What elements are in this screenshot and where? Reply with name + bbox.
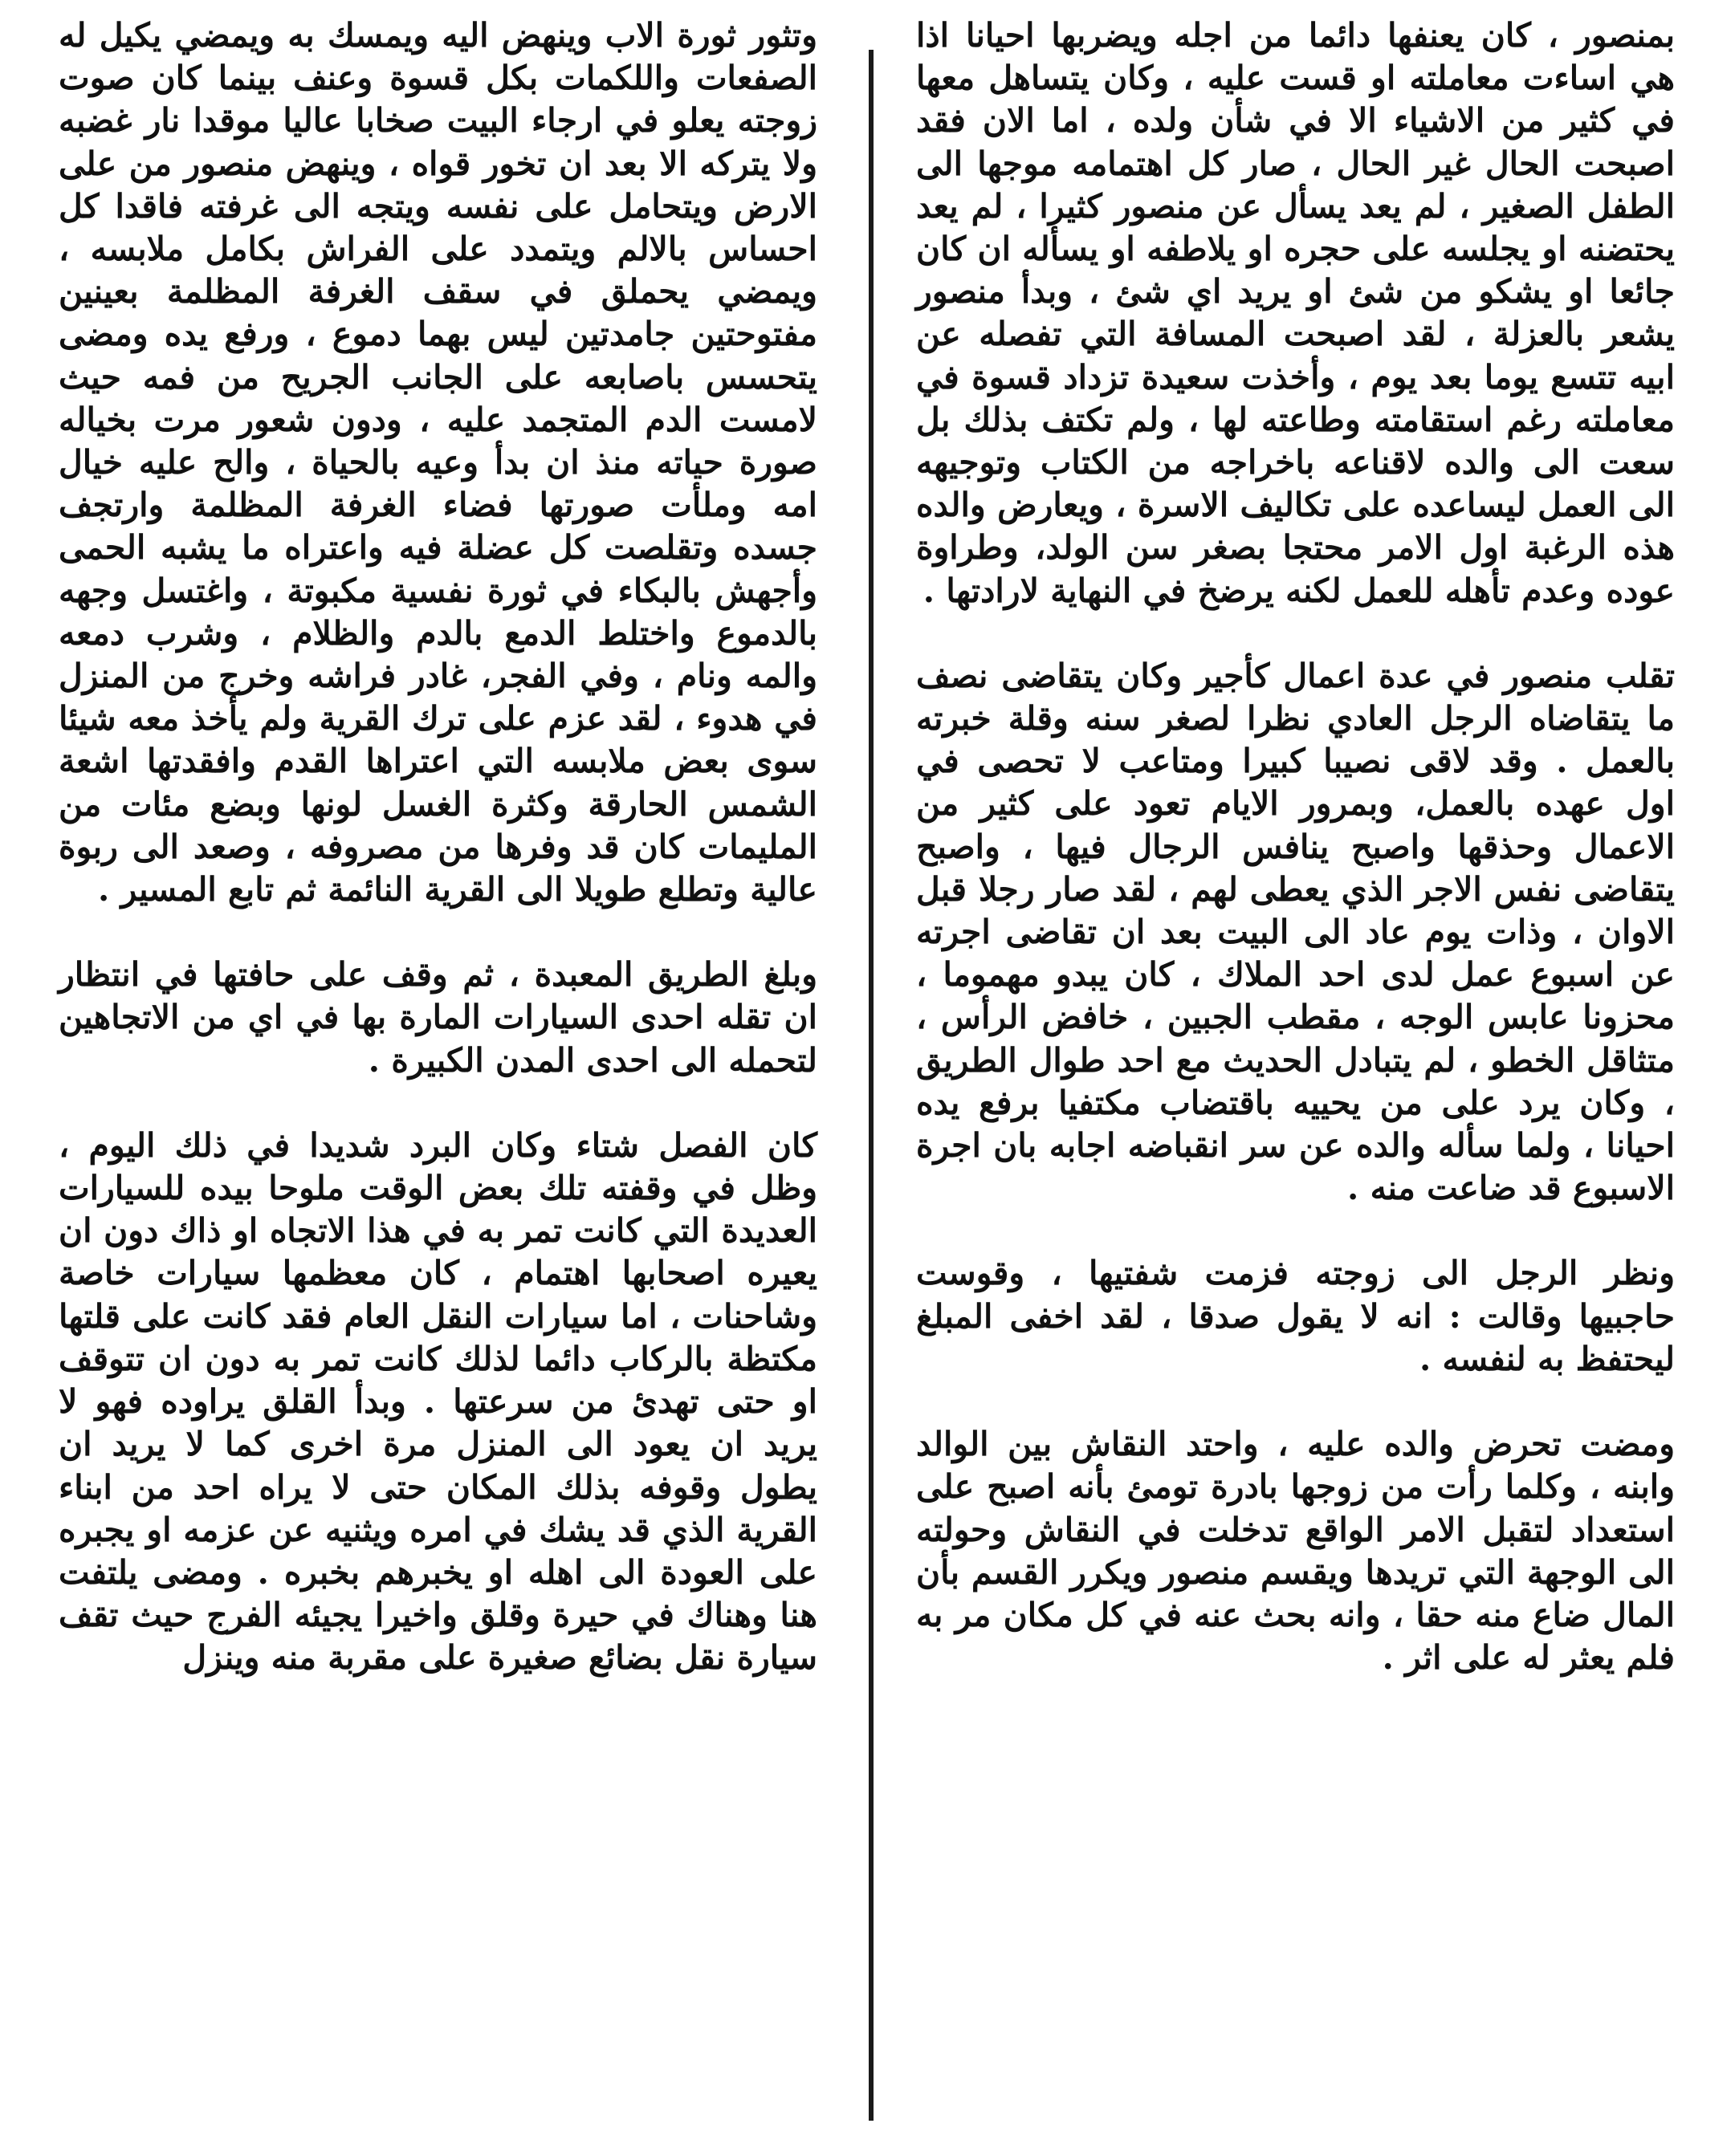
paragraph: ونظر الرجل الى زوجته فزمت شفتيها ، وقوست حاجبيها وقالت : انه لا يقول صدقا ، لقد اخفى المبلغ ليحتفظ به لنفسه . — [916, 1254, 1675, 1378]
text-column-left — [59, 14, 817, 2140]
paragraph: تقلب منصور في عدة اعمال كأجير وكان يتقاضى نصف ما يتقاضاه الرجل العادي نظرا لصغر سنه وقلة خبرته بالعمل . وقد لاقى نصيبا كبيرا ومتاعب لا تحصى في اول عهده بالعمل، وبمرور الايام تعود على كثير من الاعمال وحذقها واصبح ينافس الرجال فيها ، واصبح يتقاضى نفس الاجر الذي يعطى لهم ، لقد صار رجلا قبل الاوان ، وذات يوم عاد الى البيت بعد ان تقاضى اجرته عن اسبوع عمل لدى احد الملاك ، كان يبدو مهموما ، محزونا عابس الوجه ، مقطب الجبين ، خافض الرأس ، متثاقل الخطو ، لم يتبادل الحديث مع احد طوال الطريق ، وكان يرد على من يحييه باقتضاب مكتفيا برفع يده احيانا ، ولما سأله والده عن سر انقباضه اجابه بان اجرة الاسبوع قد ضاعت منه . — [916, 656, 1675, 1208]
paragraph: وبلغ الطريق المعبدة ، ثم وقف على حافتها في انتظار ان تقله احدى السيارات المارة بها في اي من الاتجاهين لتحمله الى احدى المدن الكبيرة . — [59, 955, 817, 1080]
paragraph: ومضت تحرض والده عليه ، واحتد النقاش بين الوالد وابنه ، وكلما رأت من زوجها بادرة تومئ بأنه اصبح على استعداد لتقبل الامر الواقع تدخلت في النقاش وحولته الى الوجهة التي تريدها ويقسم منصور ويكرر القسم بأن المال ضاع منه حقا ، وانه بحث عنه في كل مكان مر به فلم يعثر له على اثر . — [916, 1425, 1675, 1678]
paragraph: كان الفصل شتاء وكان البرد شديدا في ذلك اليوم ، وظل في وقفته تلك بعض الوقت ملوحا بيده للسيارات العديدة التي كانت تمر به في هذا الاتجاه او ذاك دون ان يعيره اصحابها اهتمام ، كان معظمها سيارات خاصة وشاحنات ، اما سيارات النقل العام فقد كانت على قلتها مكتظة بالركاب دائما لذلك كانت تمر به دون ان تتوقف او حتى تهدئ من سرعتها . وبدأ القلق يراوده فهو لا يريد ان يعود الى المنزل مرة اخرى كما لا يريد ان يطول وقوفه بذلك المكان حتى لا يراه احد من ابناء القرية الذي قد يشك في امره ويثنيه عن عزمه او يجبره على العودة الى اهله او يخبرهم بخبره . ومضى يلتفت هنا وهناك في حيرة وقلق واخيرا يجيئه الفرج حيث تقف سيارة نقل بضائع صغيرة على مقربة منه وينزل — [59, 1125, 817, 1678]
paragraph: وتثور ثورة الاب وينهض اليه ويمسك به ويمضي يكيل له الصفعات واللكمات بكل قسوة وعنف بينما كان صوت زوجته يعلو في ارجاء البيت صخابا عاليا موقدا نار غضبه ولا يتركه الا بعد ان تخور قواه ، وينهض منصور من على الارض ويتحامل على نفسه ويتجه الى غرفته فاقدا كل احساس بالالم ويتمدد على الفراش بكامل ملابسه ، ويمضي يحملق في سقف الغرفة المظلمة بعينين مفتوحتين جامدتين ليس بهما دموع ، ورفع يده ومضى يتحسس باصابعه على الجانب الجريح من فمه حيث لامست الدم المتجمد عليه ، ودون شعور مرت بخياله صورة حياته منذ ان بدأ وعيه بالحياة ، والح عليه خيال امه وملأت صورتها فضاء الغرفة المظلمة وارتجف جسده وتقلصت كل عضلة فيه واعتراه ما يشبه الحمى وأجهش بالبكاء في ثورة نفسية مكبوتة ، واغتسل وجهه بالدموع واختلط الدمع بالدم والظلام ، وشرب دمعه والمه ونام ، وفي الفجر، غادر فراشه وخرج من المنزل في هدوء ، لقد عزم على ترك القرية ولم يأخذ معه شيئا سوى بعض ملابسه التي اعتراها القدم وافقدتها اشعة الشمس الحارقة وكثرة الغسل لونها وبضع مئات من المليمات كان قد وفرها من مصروفه ، وصعد الى ربوة عالية وتطلع طويلا الى القرية النائمة ثم تابع المسير . — [59, 16, 818, 909]
text-column-right — [916, 14, 1675, 2140]
column-divider — [869, 50, 874, 2121]
paragraph: بمنصور ، كان يعنفها دائما من اجله ويضربها احيانا اذا هي اساءت معاملته او قست عليه ، وكان يتساهل معها في كثير من الاشياء الا في شأن ولده ، اما الان فقد اصبحت الحال غير الحال ، صار كل اهتمامه موجها الى الطفل الصغير ، لم يعد يسأل عن منصور كثيرا ، لم يعد يحتضنه او يجلسه على حجره او يلاطفه او يسأله ان كان جائعا او يشكو من شئ او يريد اي شئ ، وبدأ منصور يشعر بالعزلة ، لقد اصبحت المسافة التي تفصله عن ابيه تتسع يوما بعد يوم ، وأخذت سعيدة تزداد قسوة في معاملته رغم استقامته وطاعته لها ، ولم تكتف بذلك بل سعت الى والده لاقناعه باخراجه من الكتاب وتوجيهه الى العمل ليساعده على تكاليف الاسرة ، ويعارض والده هذه الرغبة اول الامر محتجا بصغر سن الولد، وطراوة عوده وعدم تأهله للعمل لكنه يرضخ في النهاية لارادتها . — [916, 16, 1675, 610]
